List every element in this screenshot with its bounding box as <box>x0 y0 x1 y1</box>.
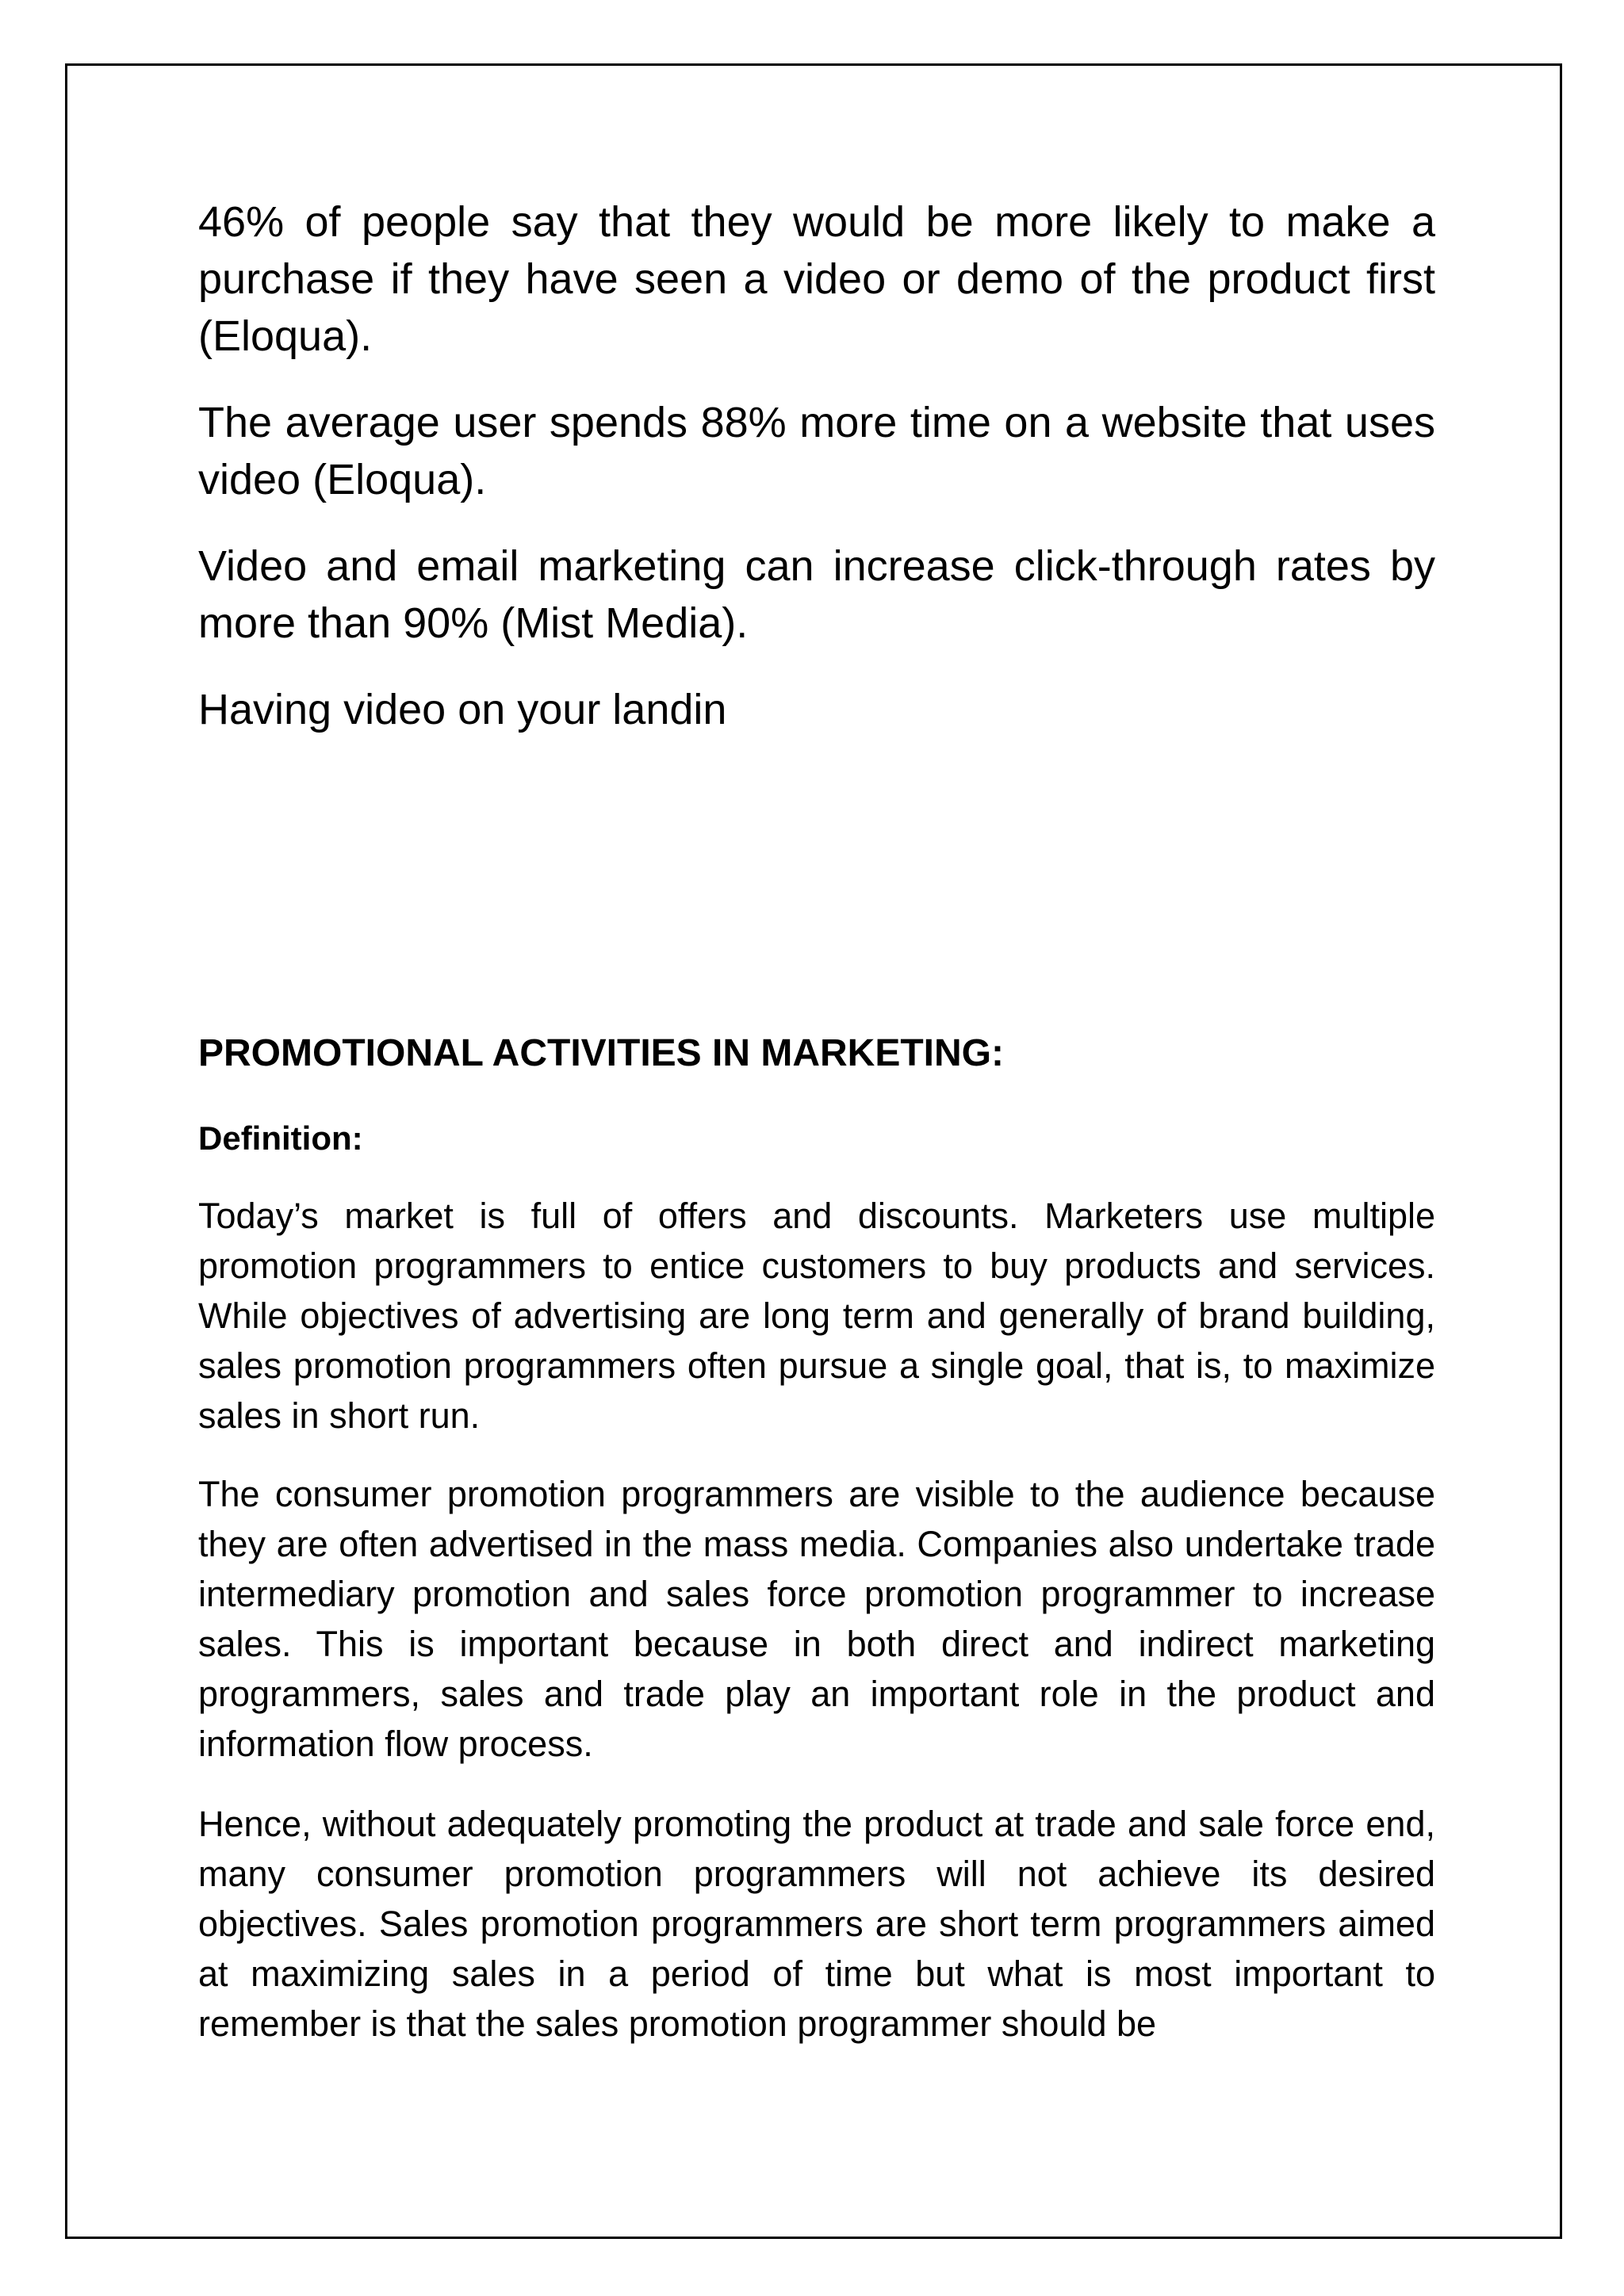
section-heading: PROMOTIONAL ACTIVITIES IN MARKETING: <box>198 1032 1004 1074</box>
body-paragraph-1: Today’s market is full of offers and discounts. Marketers use multiple promotion programmers to entice customers to buy products and services. While objectives of advertising are long term and generally of brand building, sales promotion programmers often pursue a single goal, that is, to maximize sales in short run. <box>198 1196 1435 1436</box>
body-paragraph-2: The consumer promotion programmers are visible to the audience because they are often advertised in the mass media. Companies also undertake trade intermediary promotion and sales force promotion programmer to increase sales. This is important because in both direct and indirect marketing programmers, sales and trade play an important role in the product and information flow process. <box>198 1474 1435 1764</box>
stat-paragraph-3: Video and email marketing can increase click-through rates by more than 90% (Mist Media). <box>198 542 1435 647</box>
definition-label: Definition: <box>198 1119 363 1157</box>
stat-paragraph-2: The average user spends 88% more time on a website that uses video (Eloqua). <box>198 399 1435 503</box>
stat-paragraph-1: 46% of people say that they would be more likely to make a purchase if they have seen a video or demo of the product first (Eloqua). <box>198 198 1435 360</box>
stat-paragraph-4: Having video on your landin <box>198 686 727 733</box>
body-paragraph-3: Hence, without adequately promoting the product at trade and sale force end, many consumer promotion programmers will not achieve its desired objectives. Sales promotion programmers are short term programmers aimed at maximizing sales in a period of time but what is most important to remember is that the sales promotion programmer should be <box>198 1804 1435 2044</box>
